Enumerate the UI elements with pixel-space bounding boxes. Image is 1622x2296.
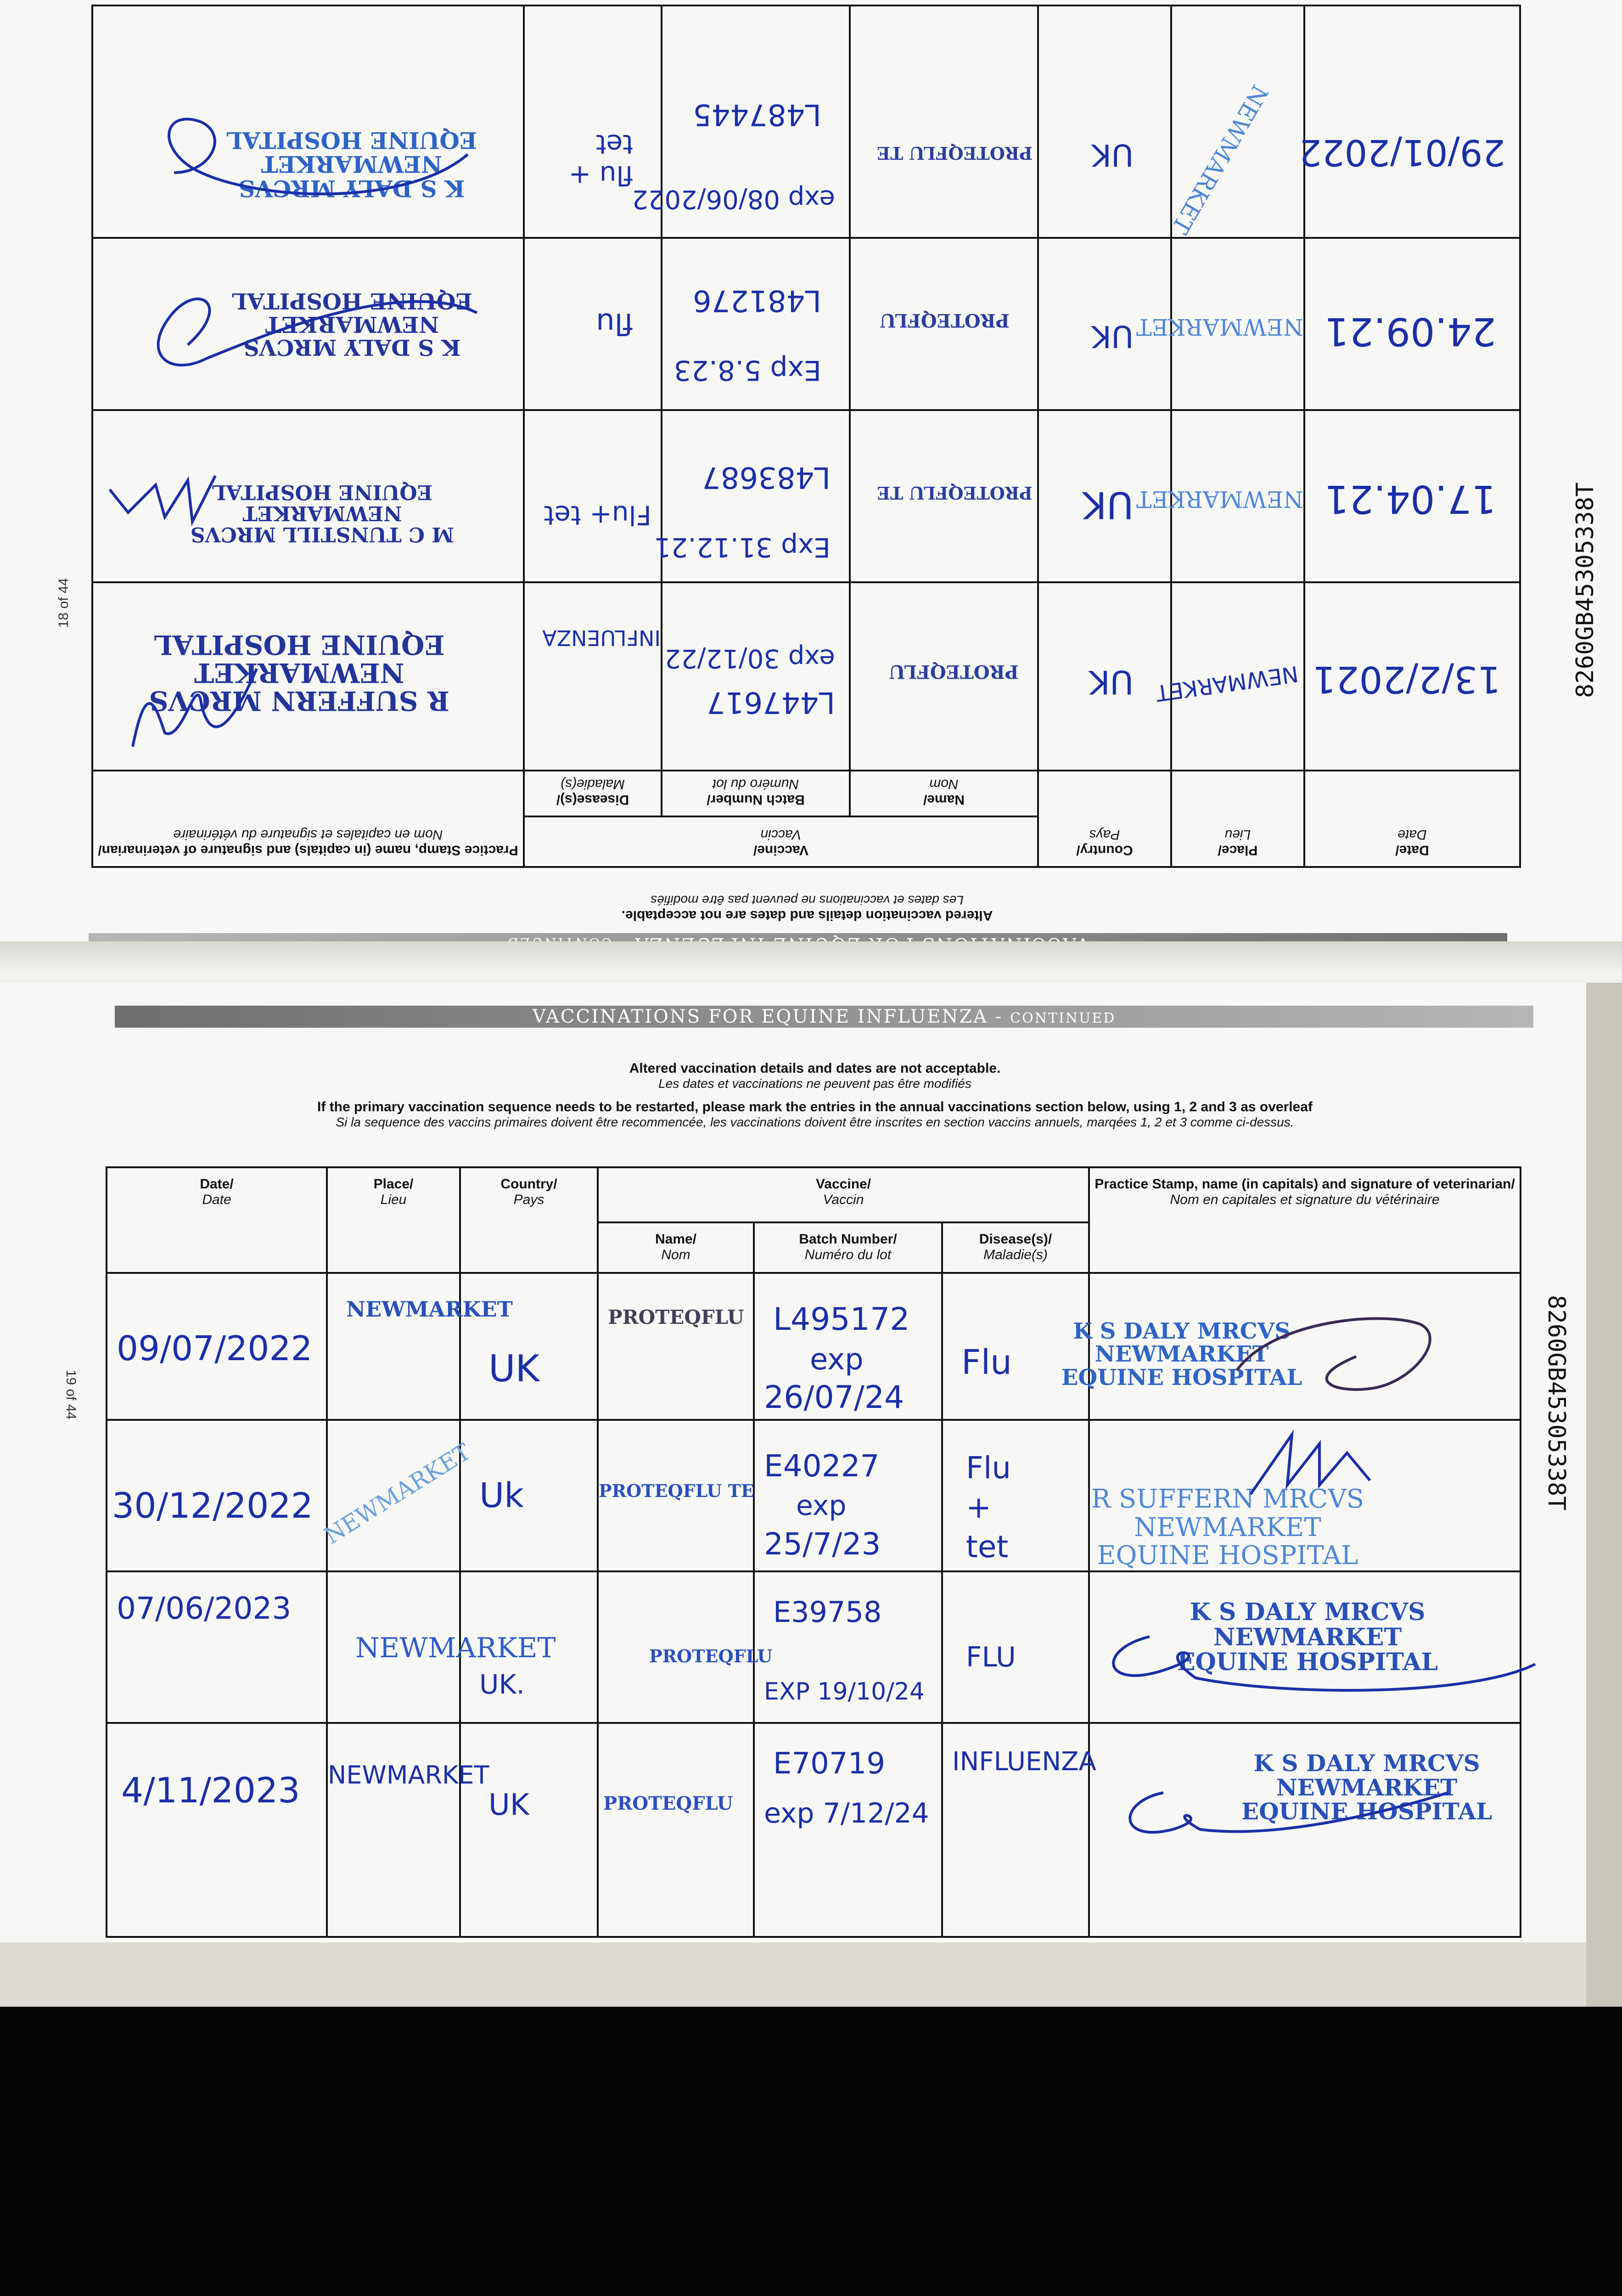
page-19-notice-fr: Les dates et vaccinations ne peuvent pas être modifiés [658, 1076, 971, 1091]
p19-r1-name: PROTEQFLU [608, 1306, 744, 1328]
p19-header-stamp: Practice Stamp, name (in capitals) and signature of veterinarian/ Nom en capitales et signature du vétérinaire [1089, 1167, 1521, 1273]
p18-r2-place: NEWMARKET [1136, 486, 1303, 512]
p19-r3-batch-exp: EXP 19/10/24 [764, 1678, 925, 1705]
p19-r4-signature [1099, 1751, 1494, 1852]
p19-r3-place: NEWMARKET [355, 1632, 556, 1664]
p19-r4-country: UK [488, 1788, 529, 1822]
page-18-notice-en: Altered vaccination details and dates are not acceptable. [621, 908, 993, 923]
p19-r3-name: PROTEQFLU [649, 1646, 773, 1666]
p19-r1-signature [1218, 1292, 1448, 1407]
scan-background [0, 2007, 1622, 2296]
p18-r3-batch-cell [662, 238, 850, 410]
p19-r4-disease-cell [942, 1723, 1096, 1937]
p19-r1-batch: L495172 [773, 1301, 910, 1338]
p19-r2-name-cell [598, 1420, 754, 1571]
p19-r1-batch-cell [754, 1273, 942, 1420]
p19-r3-stamp-cell [1089, 1571, 1521, 1723]
p18-r2-name: PROTEQFLU TE [877, 483, 1033, 503]
p18-r2-stamp-cell [92, 410, 524, 582]
page-19-notice-en: Altered vaccination details and dates are not acceptable. [629, 1061, 1001, 1076]
p19-r2-name: PROTEQFLU TE [599, 1480, 754, 1501]
table-row [107, 1273, 1521, 1420]
p19-r2-place: NEWMARKET [320, 1438, 476, 1549]
page-19-serial: 8260GB45305338T [1543, 1295, 1570, 1511]
p19-r4-batch-exp: exp 7/12/24 [764, 1797, 929, 1829]
p19-r4-name-cell [598, 1723, 754, 1937]
p19-r4-date: 4/11/2023 [121, 1770, 300, 1811]
p19-header-batch: Batch Number/ Numéro du lot [754, 1222, 942, 1273]
p19-r4-name: PROTEQFLU [603, 1793, 733, 1814]
p19-r2-batch-exp: exp [796, 1490, 847, 1522]
p18-r1-batch-cell [662, 582, 850, 771]
p18-header-stamp: Practice Stamp, name (in capitals) and signature of veterinarian/ Nom en capitales et signature du vétérinaire [92, 771, 524, 867]
p19-r1-date: 09/07/2022 [117, 1329, 313, 1368]
p18-r4-batch-cell [632, 6, 850, 238]
p19-r1-place: NEWMARKET [346, 1297, 513, 1322]
p19-r4-stamp-cell [1089, 1723, 1521, 1937]
p18-r3-date-cell [1304, 238, 1520, 410]
p19-r2-date-cell [107, 1420, 327, 1571]
p19-r2-stamp-cell [1089, 1420, 1521, 1571]
p19-header-date: Date/ Date [107, 1167, 327, 1273]
p19-r3-stamp: K S DALY MRCVS NEWMARKET EQUINE HOSPITAL [1177, 1598, 1438, 1677]
p19-r2-country: Uk [479, 1476, 524, 1515]
p18-r1-disease-cell [524, 582, 662, 771]
p19-r4-stamp: K S DALY MRCVS NEWMARKET EQUINE HOSPITAL [1241, 1750, 1493, 1825]
p19-r1-place-cell [327, 1273, 513, 1420]
p18-r4-disease-cell [524, 6, 662, 238]
p19-r2-signature [1241, 1425, 1379, 1503]
table-row [92, 6, 1520, 238]
p19-r1-batch-exp2: 26/07/24 [764, 1379, 904, 1416]
page-19-title-suffix: CONTINUED [1010, 1010, 1116, 1026]
p19-r3-date: 07/06/2023 [117, 1591, 292, 1626]
p18-r1-country-cell [1038, 582, 1171, 771]
p18-r3-signature [123, 258, 491, 395]
p19-r2-batch-cell [754, 1420, 942, 1571]
p18-r2-batch-exp: Exp 31.12.21 [654, 532, 831, 563]
p18-header-place: Place/ Lieu [1171, 771, 1304, 867]
p18-r2-stamp: M C TUNSTILL MRCVS NEWMARKET EQUINE HOSPITAL [190, 480, 454, 546]
p19-r1-name-cell [598, 1273, 754, 1420]
p18-r4-batch-exp: exp 08/06/2022 [632, 184, 835, 214]
p19-r1-country: UK [488, 1347, 540, 1390]
p18-r4-place: NEWMARKET [1167, 80, 1274, 239]
p19-r1-disease: Flu [961, 1343, 1012, 1382]
p18-r1-disease: INFLUENZA [542, 625, 661, 650]
page-18-serial: 8260GB45305338T [1571, 482, 1599, 698]
p18-r4-disease: flu + tet [568, 129, 633, 191]
p18-r2-name-cell [850, 410, 1038, 582]
page-19 [0, 983, 1622, 1947]
table-row [107, 1723, 1521, 1937]
p18-r3-disease-cell [524, 238, 662, 410]
p18-r1-stamp: R SUFFERN MRCVS NEWMARKET EQUINE HOSPITAL [149, 629, 449, 716]
p19-header-country: Country/ Pays [460, 1167, 598, 1273]
p18-r2-batch-cell [654, 410, 850, 582]
p18-r1-signature [128, 641, 266, 760]
p18-r3-country-cell [1038, 238, 1171, 410]
p18-r1-place-cell [1154, 582, 1304, 771]
p19-r1-date-cell [107, 1273, 327, 1420]
p19-r1-stamp-cell [1061, 1273, 1521, 1420]
table-row [107, 1571, 1521, 1723]
p18-r3-batch-exp: Exp 5.8.23 [673, 354, 821, 386]
p19-r4-batch: E70719 [773, 1747, 886, 1781]
p19-r4-place: NEWMARKET [328, 1761, 489, 1790]
p18-r3-name: PROTEQFLU [880, 310, 1010, 331]
p18-r1-country: UK [1089, 663, 1134, 701]
page-19-banner: VACCINATIONS FOR EQUINE INFLUENZA - CONTINUED [115, 1006, 1533, 1028]
p18-r4-signature [91, 90, 486, 228]
p19-r3-batch: E39758 [773, 1595, 882, 1629]
p18-r3-stamp-cell [92, 238, 524, 410]
p18-r3-stamp: K S DALY MRCVS NEWMARKET EQUINE HOSPITAL [231, 288, 472, 360]
book-cover-edge [0, 1942, 1622, 2007]
p19-r3-disease-cell [942, 1571, 1089, 1723]
p18-r3-place: NEWMARKET [1136, 314, 1303, 340]
p18-r1-batch: L447617 [707, 685, 835, 719]
page-18-upside-down [0, 0, 1622, 955]
page-18-number: 18 of 44 [56, 578, 71, 628]
p18-header-name: Name/ Nom [850, 771, 1038, 816]
p18-r3-disease: flu [596, 306, 633, 340]
p19-r4-date-cell [107, 1723, 327, 1937]
p18-header-disease: Disease(s)/ Maladie(s) [524, 771, 662, 816]
table-row [92, 238, 1520, 410]
p18-r3-place-cell [1136, 238, 1304, 410]
p19-r3-country: UK. [479, 1669, 525, 1700]
p19-r4-country-cell [460, 1723, 598, 1937]
page-19-notice [138, 1061, 1492, 1130]
p18-r2-date: 17.04.21 [1324, 477, 1496, 522]
p18-r4-place-cell [1167, 6, 1304, 239]
p18-r1-name-cell [850, 582, 1038, 771]
p18-r2-date-cell [1304, 410, 1520, 582]
p19-r3-date-cell [107, 1571, 327, 1723]
p19-r1-stamp: K S DALY MRCVS NEWMARKET EQUINE HOSPITAL [1061, 1318, 1302, 1390]
p18-r1-stamp-cell [92, 582, 524, 771]
p18-r4-name: PROTEQFLU TE [877, 143, 1033, 163]
p18-r2-disease: Flu+ tet [544, 500, 651, 531]
p18-r4-batch: L487445 [693, 97, 821, 131]
page-19-vaccination-table [106, 1166, 1521, 1938]
p19-r2-disease: Flu + tet [966, 1450, 1011, 1564]
p19-r2-batch-exp2: 25/7/23 [764, 1526, 881, 1562]
p19-r4-place-cell [327, 1723, 489, 1937]
p19-r1-batch-exp: exp [810, 1343, 864, 1377]
p18-r1-place: NEWMARKET [1154, 660, 1300, 706]
table-row [92, 410, 1520, 582]
p18-r2-place-cell [1136, 410, 1304, 582]
p18-r1-batch-exp: exp 30/12/22 [664, 643, 835, 673]
p19-header-name: Name/ Nom [598, 1222, 754, 1273]
p18-r2-country-cell [1038, 410, 1171, 582]
page-19-restart-en: If the primary vaccination sequence needs to be restarted, please mark the entries in the annual vaccinations section below, using 1, 2 and 3 as overleaf [317, 1099, 1313, 1114]
page-19-restart-fr: Si la sequence des vaccins primaires doivent être recommencée, les vaccinations doivent être inscrites en section vaccins annuels, marqées 1, 2 et 3 comme ci-dessus. [336, 1115, 1294, 1129]
p18-r2-disease-cell [524, 410, 662, 582]
p19-r4-disease: INFLUENZA [952, 1747, 1096, 1777]
p18-r3-date: 24.09.21 [1324, 309, 1496, 354]
p19-r2-disease-cell [942, 1420, 1089, 1571]
page-18-notice-fr: Les dates et vaccinations ne peuvent pas être modifiés [651, 893, 964, 907]
p18-r1-name: PROTEQFLU [889, 661, 1019, 682]
p18-r2-batch: L483687 [702, 460, 831, 494]
p18-r4-name-cell [850, 6, 1038, 238]
p18-header-country: Country/ Pays [1038, 771, 1171, 867]
page-18-notice [130, 893, 1484, 923]
p19-r2-date: 30/12/2022 [112, 1485, 314, 1526]
p19-r2-place-cell [320, 1420, 476, 1571]
p19-r1-country-cell [460, 1273, 598, 1420]
p18-r4-stamp: K S DALY MRCVS NEWMARKET EQUINE HOSPITAL [226, 127, 477, 202]
p18-r4-date: 29/01/2022 [1299, 131, 1505, 173]
p18-r4-country-cell [1038, 6, 1171, 238]
page-18-vaccination-table [91, 5, 1521, 868]
p19-r2-country-cell [460, 1420, 598, 1571]
p18-r1-date: 13/2/2021 [1312, 658, 1501, 701]
p19-r3-batch-cell [754, 1571, 942, 1723]
page-19-number: 19 of 44 [63, 1369, 79, 1420]
p18-r4-country: UK [1091, 137, 1134, 173]
p19-r2-batch: E40227 [764, 1448, 880, 1484]
p19-header-vaccine: Vaccine/ Vaccin [598, 1167, 1089, 1222]
p18-header-batch: Batch Number/ Numéro du lot [662, 771, 850, 816]
p19-header-place: Place/ Lieu [327, 1167, 460, 1273]
p19-r4-batch-cell [754, 1723, 942, 1937]
p19-r3-signature [1076, 1600, 1544, 1705]
p18-r3-name-cell [850, 238, 1038, 410]
page-19-sheet [0, 983, 1622, 1947]
p19-r3-country-cell [460, 1571, 598, 1723]
p19-header-disease: Disease(s)/ Maladie(s) [942, 1222, 1089, 1273]
p18-header-vaccine: Vaccine/ Vaccin [524, 816, 1038, 867]
p18-header-date: Date/ Date [1304, 771, 1520, 867]
p19-r3-disease: FLU [966, 1641, 1016, 1673]
page-19-title: VACCINATIONS FOR EQUINE INFLUENZA [532, 1006, 988, 1027]
page-18 [0, 0, 1622, 955]
book-page-edge [1586, 983, 1622, 2007]
table-row [92, 582, 1520, 771]
p18-r4-stamp-cell [92, 6, 524, 238]
table-row [107, 1420, 1521, 1571]
p18-r4-date-cell [1299, 6, 1520, 238]
p18-r2-country: UK [1082, 484, 1134, 526]
p18-r3-country: UK [1091, 319, 1134, 354]
p19-r3-name-cell [598, 1571, 773, 1723]
p19-r2-stamp: R SUFFERN MRCVS NEWMARKET EQUINE HOSPITAL [1091, 1484, 1364, 1571]
p18-r2-signature [101, 462, 220, 531]
p18-r3-batch: L481276 [693, 283, 821, 317]
p18-r1-date-cell [1304, 582, 1520, 771]
